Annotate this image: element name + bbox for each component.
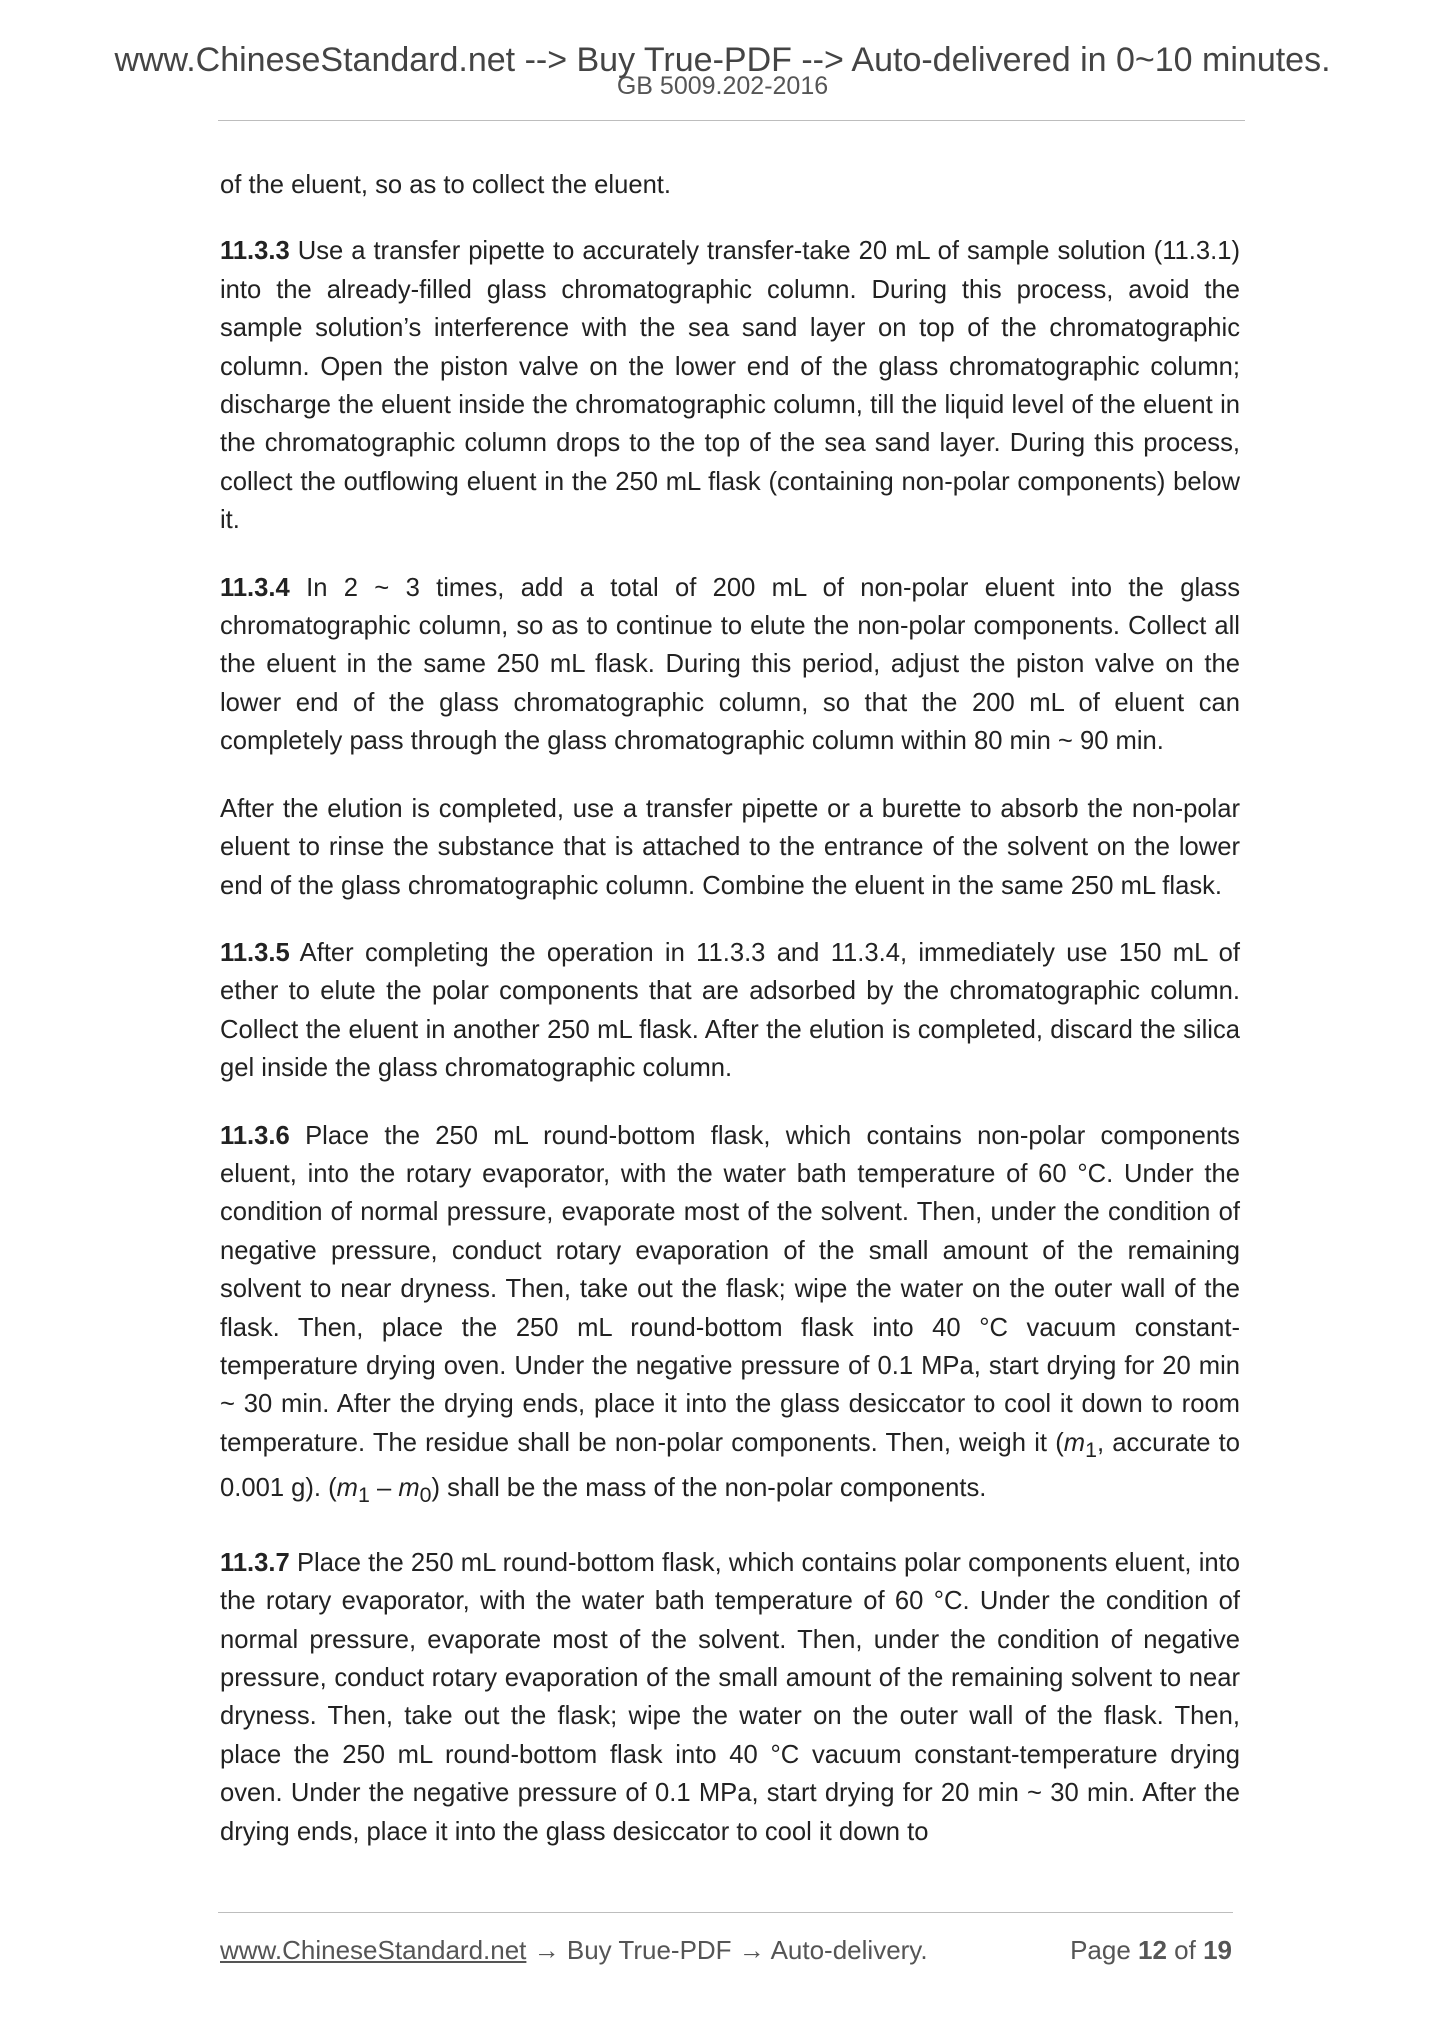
variable-m1: m	[336, 1474, 358, 1503]
header-divider	[218, 120, 1245, 121]
site-banner[interactable]: www.ChineseStandard.net --> Buy True-PDF --> Auto-delivered in 0~10 minutes.	[114, 41, 1331, 79]
paragraph-text-tail: ) shall be the mass of the non-polar components.	[431, 1474, 987, 1503]
lead-in-text: of the eluent, so as to collect the eluent.	[220, 171, 672, 199]
variable-m1: m	[1063, 1428, 1086, 1457]
paragraph-text-mid: , accurate to 0.001 g). (	[220, 1428, 1240, 1503]
footer-divider	[218, 1912, 1233, 1913]
paragraph-after-elution	[220, 790, 1240, 905]
clause-number: 11.3.7	[220, 1548, 290, 1577]
paragraph-text: After the elution is completed, use a transfer pipette or a burette to absorb the non-polar eluent to rinse the substance that is attached to the entrance of the solvent on the lower end of the glass chromatographic column. Combine the eluent in the same 250 mL flask.	[220, 794, 1240, 900]
paragraph-text: Use a transfer pipette to accurately transfer-take 20 mL of sample solution (11.3.1) into the already-filled glass chromatographic column. During this process, avoid the sample solution’s interference with the sea sand layer on top of the chromatographic column. Open the piston valve on the lower end of the glass chromatographic column; discharge the eluent inside the chromatographic column, till the liquid level of the eluent in the chromatographic column drops to the top of the sea sand layer. During this process, collect the outflowing eluent in the 250 mL flask (containing non-polar components) below it.	[220, 237, 1240, 535]
subscript-0: 0	[419, 1483, 432, 1508]
minus-sign: –	[369, 1474, 399, 1503]
page-number	[1070, 1930, 1232, 1970]
page-current: 12	[1138, 1935, 1167, 1965]
variable-m0: m	[398, 1474, 420, 1503]
paragraph-11-3-4	[220, 569, 1240, 761]
paragraph-text: After completing the operation in 11.3.3 and 11.3.4, immediately use 150 mL of ether to elute the polar components that are adsorbed by the chromatographic column. Collect the eluent in another 250 mL flask. After the elution is completed, discard the silica gel inside the glass chromatographic column.	[220, 938, 1240, 1083]
paragraph-11-3-3	[220, 232, 1240, 539]
standard-code: GB 5009.202-2016	[616, 72, 829, 100]
page-label: Page	[1070, 1935, 1139, 1965]
page-footer	[220, 1930, 1232, 1970]
paragraph-11-3-6	[220, 1117, 1240, 1515]
document-body	[220, 166, 1240, 1880]
paragraph-text: Place the 250 mL round-bottom flask, which contains non-polar components eluent, into the rotary evaporator, with the water bath temperature of 60 °C. Under the condition of normal pressure, evaporate most of the solvent. Then, under the condition of negative pressure, conduct rotary evaporation of the small amount of the remaining solvent to near dryness. Then, take out the flask; wipe the water on the outer wall of the flask. Then, place the 250 mL round-bottom flask into 40 °C vacuum constant-temperature drying oven. Under the negative pressure of 0.1 MPa, start drying for 20 min ~ 30 min. After the drying ends, place it into the glass desiccator to cool it down to room temperature. The residue shall be non-polar components. Then, weigh it (	[220, 1121, 1240, 1457]
paragraph-11-3-5	[220, 934, 1240, 1088]
clause-number: 11.3.6	[220, 1121, 290, 1150]
subscript-1: 1	[358, 1483, 370, 1508]
page-of: of	[1166, 1935, 1204, 1965]
paragraph-11-3-7	[220, 1544, 1240, 1851]
lead-in-paragraph	[220, 166, 1240, 204]
paragraph-text: Place the 250 mL round-bottom flask, which contains polar components eluent, into the rotary evaporator, with the water bath temperature of 60 °C. Under the condition of normal pressure, evaporate most of the solvent. Then, under the condition of negative pressure, conduct rotary evaporation of the small amount of the remaining solvent to near dryness. Then, take out the flask; wipe the water on the outer wall of the flask. Then, place the 250 mL round-bottom flask into 40 °C vacuum constant-temperature drying oven. Under the negative pressure of 0.1 MPa, start drying for 20 min ~ 30 min. After the drying ends, place it into the glass desiccator to cool it down to	[220, 1548, 1240, 1846]
page-total: 19	[1203, 1935, 1232, 1965]
footer-site-link[interactable]: www.ChineseStandard.net	[220, 1935, 527, 1965]
subscript-1: 1	[1085, 1437, 1097, 1462]
footer-promo	[220, 1930, 928, 1970]
footer-tagline: → Buy True-PDF → Auto-delivery.	[526, 1935, 928, 1965]
clause-number: 11.3.3	[220, 237, 290, 266]
clause-number: 11.3.4	[220, 573, 290, 602]
clause-number: 11.3.5	[220, 938, 290, 967]
paragraph-text: In 2 ~ 3 times, add a total of 200 mL of non-polar eluent into the glass chromatographic column, so as to continue to elute the non-polar components. Collect all the eluent in the same 250 mL flask. During this period, adjust the piston valve on the lower end of the glass chromatographic column, so that the 200 mL of eluent can completely pass through the glass chromatographic column within 80 min ~ 90 min.	[220, 573, 1240, 756]
